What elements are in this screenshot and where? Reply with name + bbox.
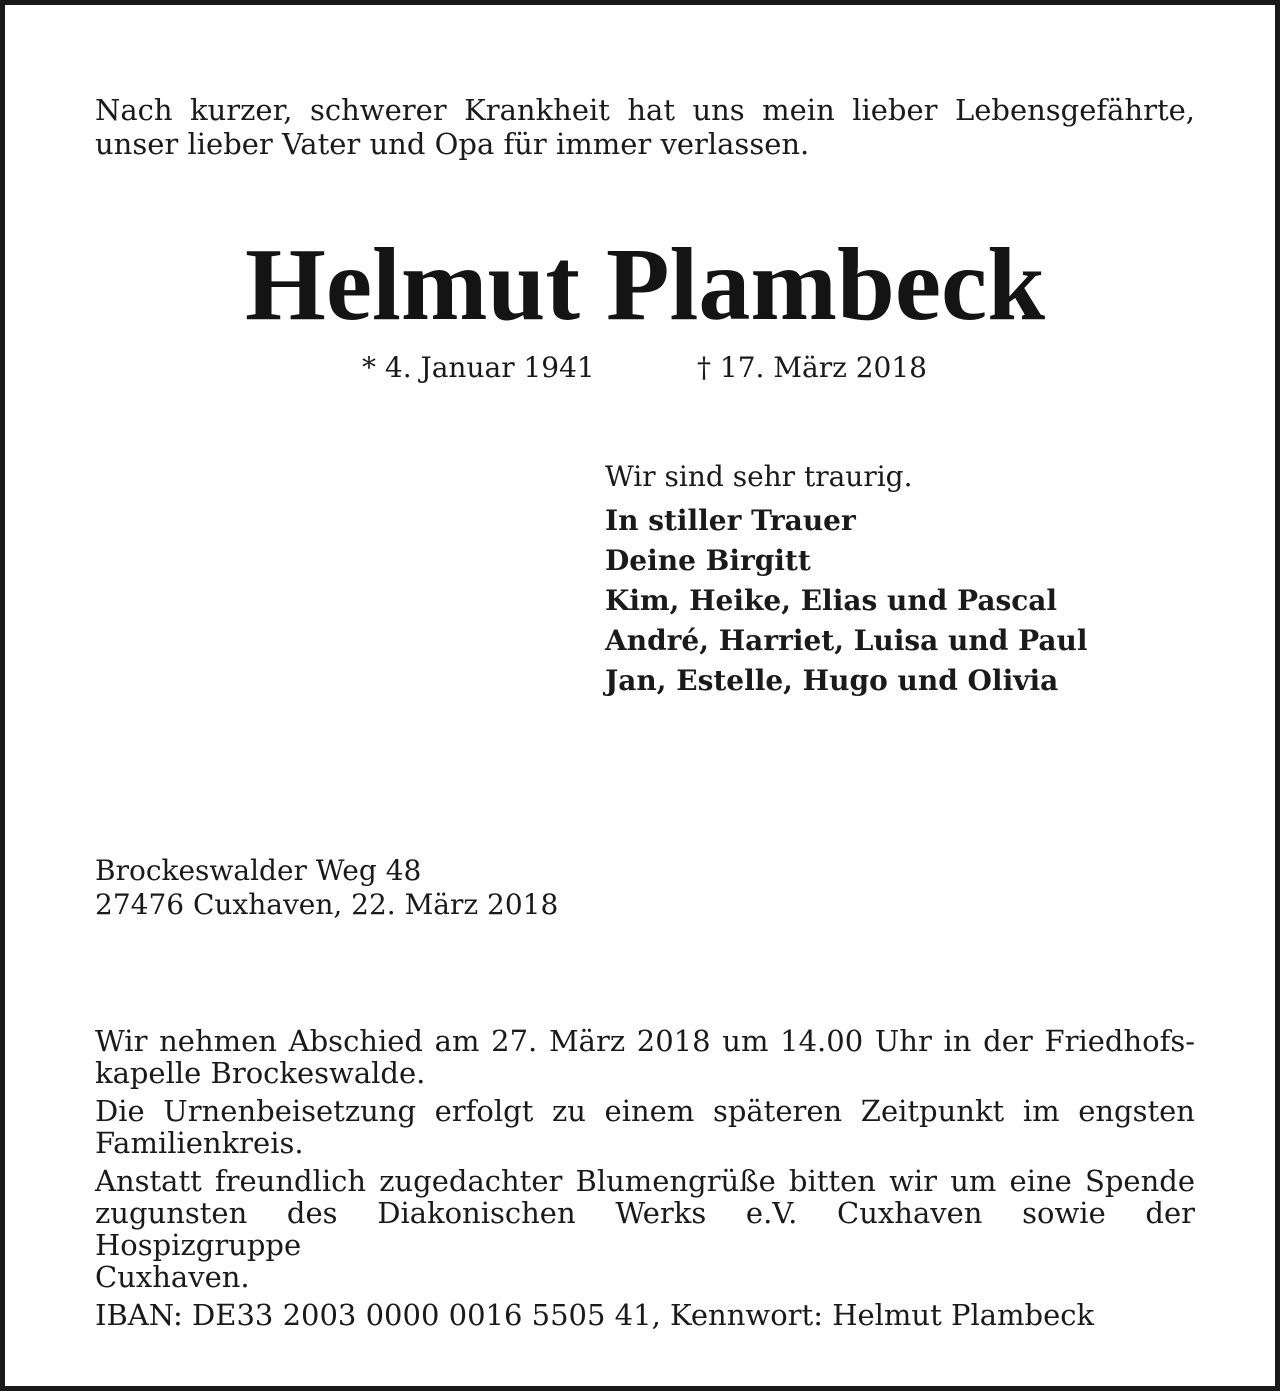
address-city-date: 27476 Cuxhaven, 22. März 2018 xyxy=(95,888,559,921)
text-line: Familienkreis. xyxy=(95,1126,304,1160)
sad-line: Wir sind sehr traurig. xyxy=(605,460,913,493)
mourners-block xyxy=(605,460,1205,701)
birth-date: * 4. Januar 1941 xyxy=(362,351,595,384)
mourner-line: Jan, Estelle, Hugo und Olivia xyxy=(605,664,1059,697)
text-line: kapelle Brockeswalde. xyxy=(95,1056,426,1090)
funeral-info xyxy=(95,1025,1195,1337)
text-line: Anstatt freundlich zugedachter Blumengrüße bitten wir um eine Spende xyxy=(95,1164,1195,1198)
iban-paragraph xyxy=(95,1299,1195,1331)
text-line: Cuxhaven. xyxy=(95,1260,250,1294)
intro-line: Nach kurzer, schwerer Krankheit hat uns mein lieber Lebensgefährte, xyxy=(95,93,1195,127)
mourner-line: Kim, Heike, Elias und Pascal xyxy=(605,584,1058,617)
mourner-line: André, Harriet, Luisa und Paul xyxy=(605,624,1088,657)
deceased-name: Helmut Plambeck xyxy=(244,227,1046,342)
mourner-line: In stiller Trauer xyxy=(605,504,856,537)
intro-text xyxy=(95,93,1195,161)
death-date: † 17. März 2018 xyxy=(697,351,927,384)
intro-line: unser lieber Vater und Opa für immer verlassen. xyxy=(95,127,810,161)
iban-line: IBAN: DE33 2003 0000 0016 5505 41, Kennwort: Helmut Plambeck xyxy=(95,1298,1095,1332)
farewell-paragraph xyxy=(95,1025,1195,1089)
text-line: Die Urnenbeisetzung erfolgt zu einem späteren Zeitpunkt im engsten xyxy=(95,1094,1195,1128)
text-line: zugunsten des Diakonischen Werks e.V. Cuxhaven sowie der Hospizgruppe xyxy=(95,1196,1195,1262)
donation-paragraph xyxy=(95,1165,1195,1293)
mourner-line: Deine Birgitt xyxy=(605,544,811,577)
mourner-list xyxy=(605,501,1205,701)
burial-paragraph xyxy=(95,1095,1195,1159)
text-line: Wir nehmen Abschied am 27. März 2018 um 14.00 Uhr in der Friedhofs- xyxy=(95,1024,1195,1058)
address-street: Brockeswalder Weg 48 xyxy=(95,854,422,887)
address-block xyxy=(95,854,558,922)
